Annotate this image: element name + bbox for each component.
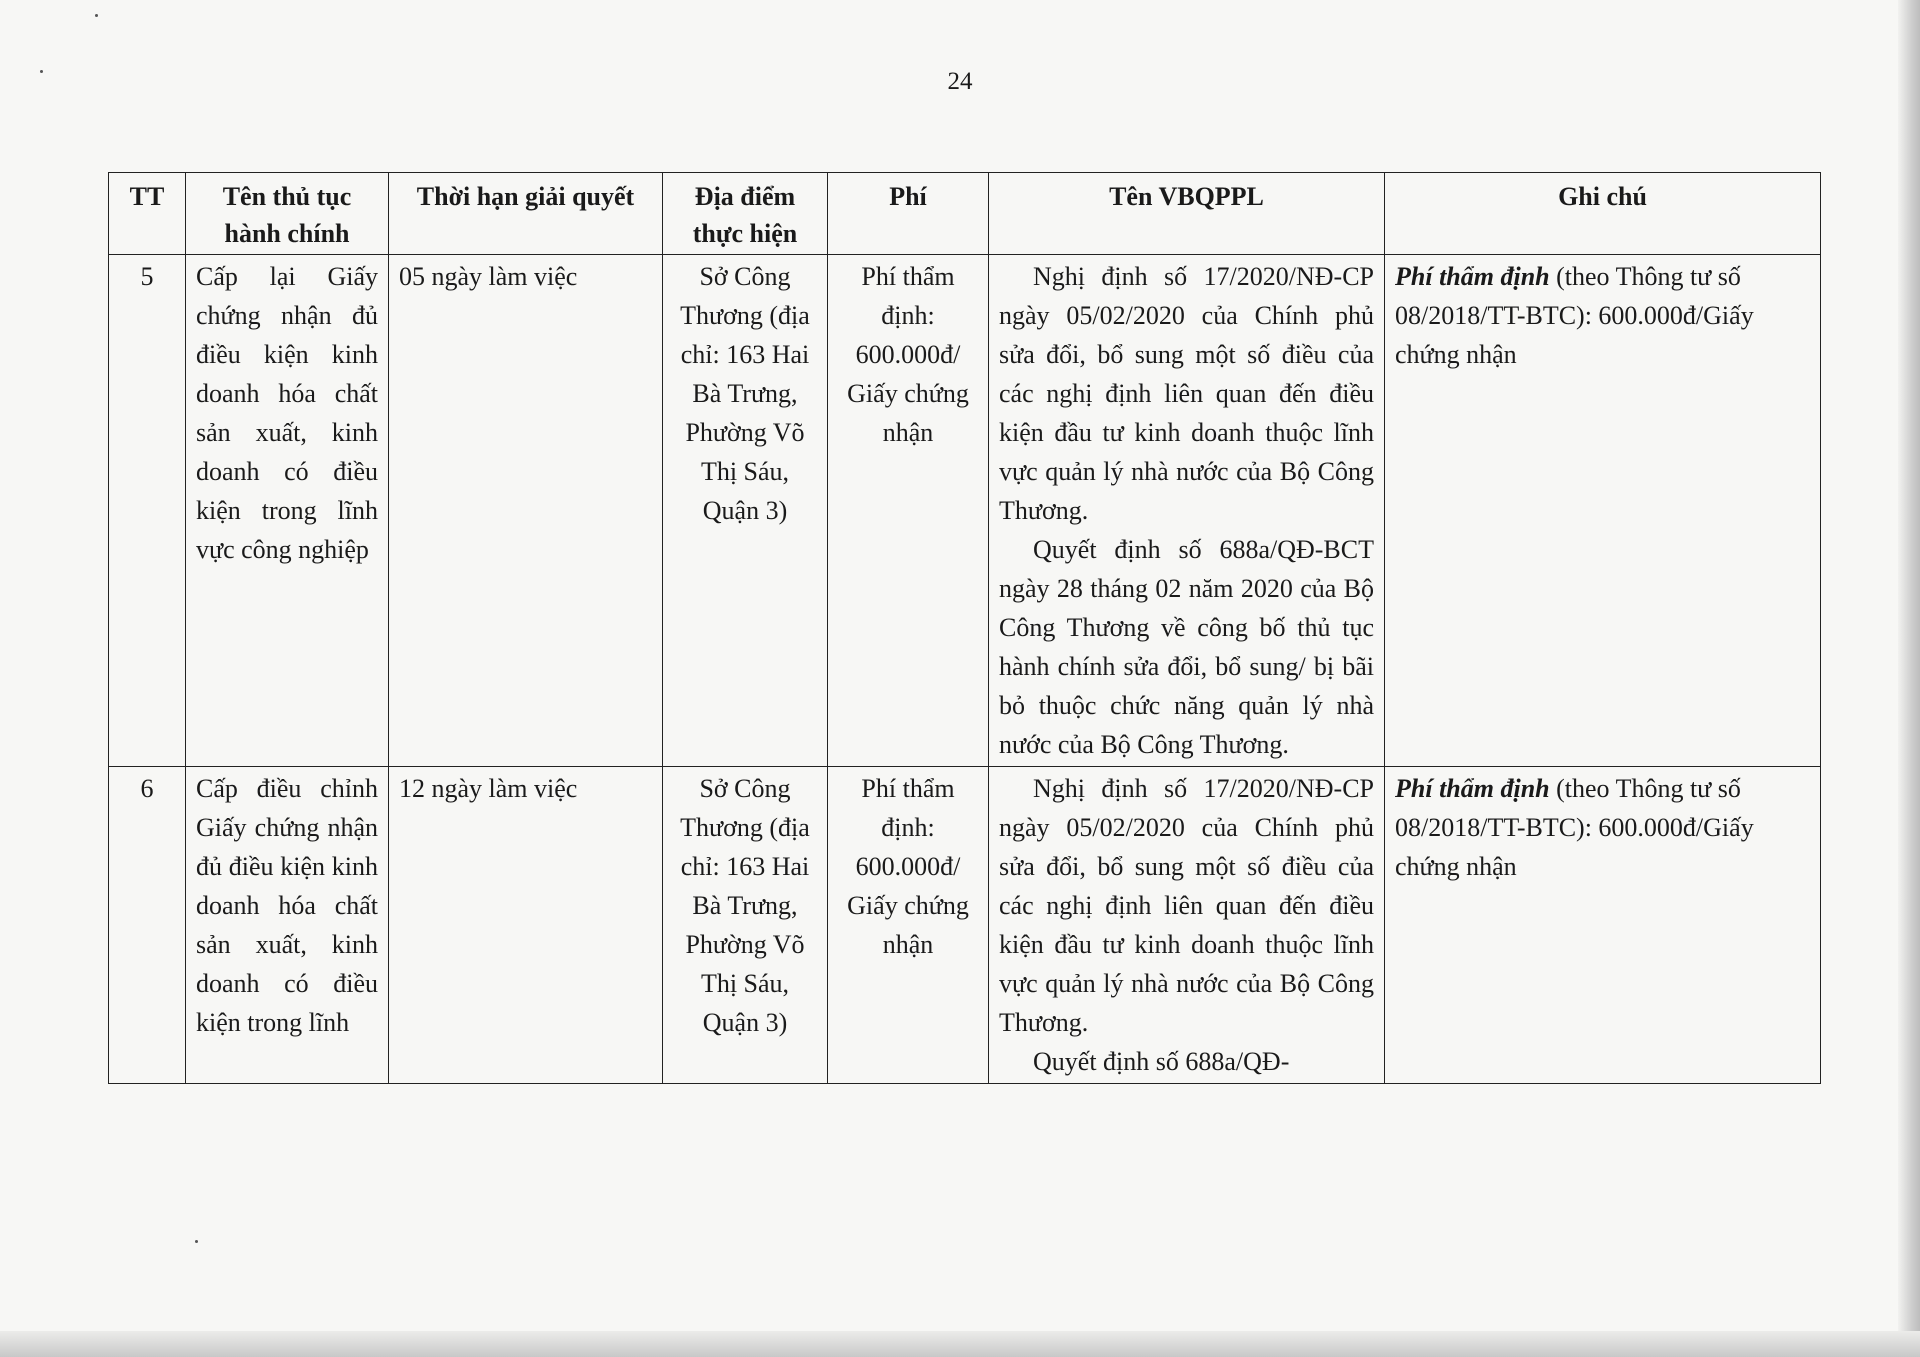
scan-speck: [195, 1240, 198, 1243]
table-row: [109, 255, 1821, 767]
header-legal-documents: Tên VBQPPL: [989, 173, 1385, 255]
note-text: (theo Thông tư số 08/2018/TT-BTC): 600.000đ/Giấy chứng nhận: [1395, 262, 1754, 369]
cell-fee: Phí thẩm định: 600.000đ/ Giấy chứng nhận: [828, 255, 989, 767]
cell-legal-documents: [989, 255, 1385, 767]
cell-legal-documents: [989, 767, 1385, 1084]
page-number: 24: [947, 68, 973, 95]
cell-notes: [1385, 255, 1821, 767]
cell-location: Sở Công Thương (địa chỉ: 163 Hai Bà Trưng, Phường Võ Thị Sáu, Quận 3): [663, 767, 828, 1084]
procedures-table: [108, 172, 1821, 1084]
cell-processing-time: 12 ngày làm việc: [389, 767, 663, 1084]
cell-processing-time: 05 ngày làm việc: [389, 255, 663, 767]
table-header-row: [109, 173, 1821, 255]
page-edge-shadow-bottom: [0, 1331, 1920, 1357]
cell-fee: Phí thẩm định: 600.000đ/ Giấy chứng nhận: [828, 767, 989, 1084]
header-notes: Ghi chú: [1385, 173, 1821, 255]
note-label: Phí thẩm định: [1395, 262, 1550, 291]
note-text: (theo Thông tư số 08/2018/TT-BTC): 600.000đ/Giấy chứng nhận: [1395, 774, 1754, 881]
header-tt: TT: [109, 173, 186, 255]
cell-tt: 5: [109, 255, 186, 767]
page-edge-shadow-right: [1898, 0, 1920, 1357]
legal-paragraph: Nghị định số 17/2020/NĐ-CP ngày 05/02/2020 của Chính phủ sửa đổi, bổ sung một số điều của các nghị định liên quan đến điều kiện đầu tư kinh doanh thuộc lĩnh vực quản lý nhà nước của Bộ Công Thương.: [999, 774, 1374, 1037]
legal-paragraph: Quyết định số 688a/QĐ-: [1033, 1047, 1290, 1076]
header-processing-time: Thời hạn giải quyết: [389, 173, 663, 255]
note-label: Phí thẩm định: [1395, 774, 1550, 803]
cell-procedure-name: Cấp lại Giấy chứng nhận đủ điều kiện kinh doanh hóa chất sản xuất, kinh doanh có điều kiện trong lĩnh vực công nghiệp: [186, 255, 389, 767]
cell-tt: 6: [109, 767, 186, 1084]
cell-procedure-name: Cấp điều chỉnh Giấy chứng nhận đủ điều kiện kinh doanh hóa chất sản xuất, kinh doanh có điều kiện trong lĩnh: [186, 767, 389, 1084]
header-procedure-name: Tên thủ tục hành chính: [186, 173, 389, 255]
header-location: Địa điểm thực hiện: [663, 173, 828, 255]
legal-paragraph: Quyết định số 688a/QĐ-BCT ngày 28 tháng 02 năm 2020 của Bộ Công Thương về công bố thủ tục hành chính sửa đổi, bổ sung/ bị bãi bỏ thuộc chức năng quản lý nhà nước của Bộ Công Thương.: [999, 535, 1374, 759]
legal-paragraph: Nghị định số 17/2020/NĐ-CP ngày 05/02/2020 của Chính phủ sửa đổi, bổ sung một số điều của các nghị định liên quan đến điều kiện đầu tư kinh doanh thuộc lĩnh vực quản lý nhà nước của Bộ Công Thương.: [999, 262, 1374, 525]
cell-location: Sở Công Thương (địa chỉ: 163 Hai Bà Trưng, Phường Võ Thị Sáu, Quận 3): [663, 255, 828, 767]
header-fee: Phí: [828, 173, 989, 255]
scan-speck: [95, 14, 98, 17]
cell-notes: [1385, 767, 1821, 1084]
table-row: [109, 767, 1821, 1084]
